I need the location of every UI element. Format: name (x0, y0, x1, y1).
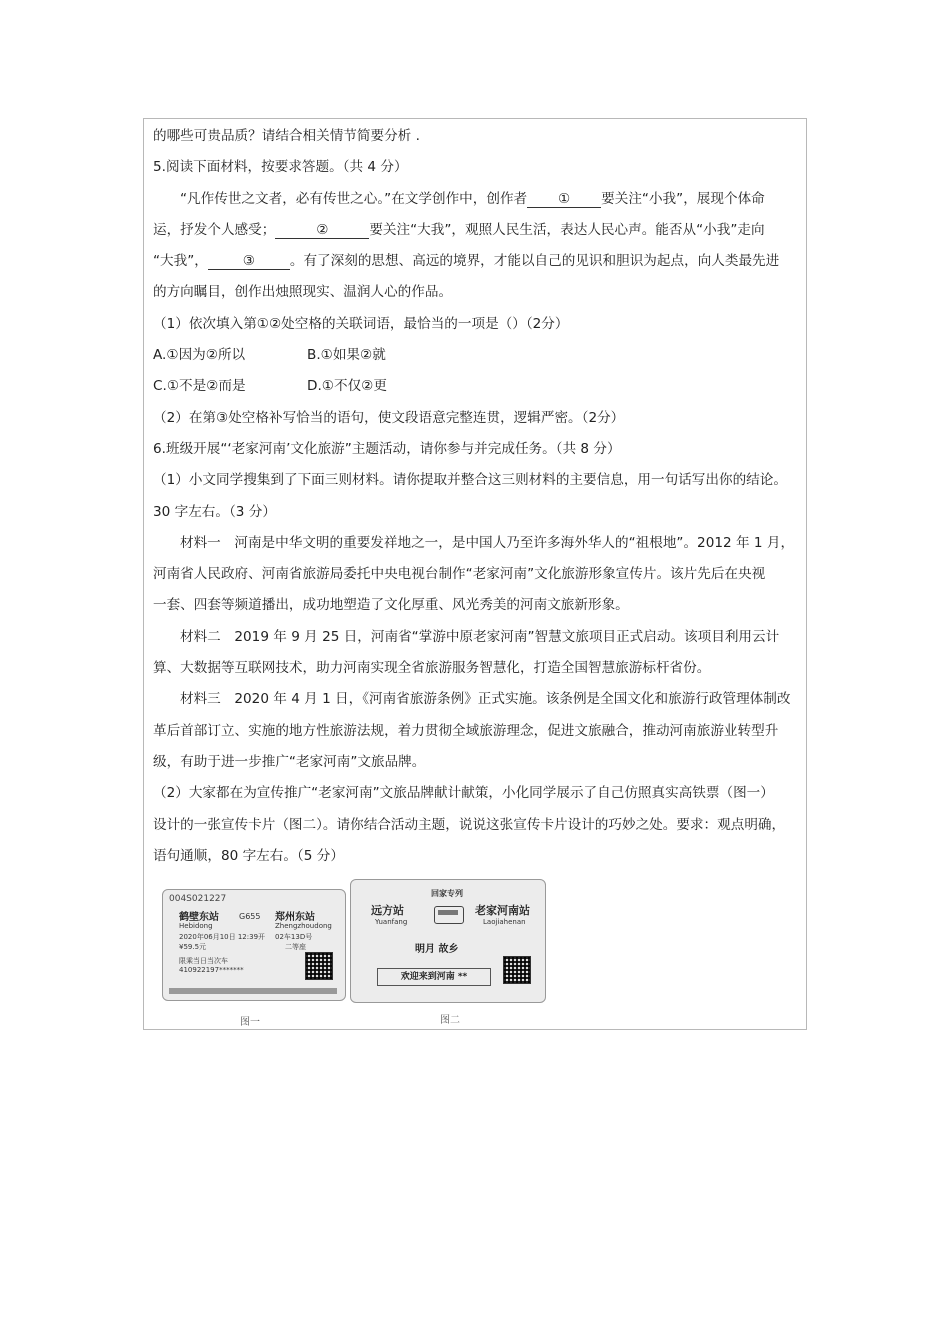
promo-card-figure-2 (350, 879, 546, 1003)
material-2: 材料二 2019 年 9 月 25 日，河南省“掌游中原老家河南”智慧文旅项目正式启动。该项目利用云计 (180, 628, 780, 645)
text-line: 算、大数据等互联网技术，助力河南实现全省旅游服务智慧化，打造全国智慧旅游标杆省份。 (153, 660, 711, 677)
options-row (153, 371, 803, 402)
text-line: 运，抒发个人感受； ② 要关注“大我”，观照人民生活，表达人民心声。能否从“小我”走向 (153, 221, 765, 238)
text-line: 革后首部订立、实施的地方性旅游法规，着力贯彻全域旅游理念，促进文旅融合，推动河南旅游业转型升 (153, 722, 779, 739)
qr-code-icon (305, 952, 333, 980)
ticket-train-number: G655 (239, 912, 261, 921)
option-d[interactable]: D.①不仅②更 (307, 378, 387, 395)
qr-code-icon (503, 956, 531, 984)
train-icon (434, 906, 464, 924)
option-c[interactable]: C.①不是②而是 (153, 378, 246, 395)
text-line: 河南省人民政府、河南省旅游局委托中央电视台制作“老家河南”文化旅游形象宣传片。该片先后在央视 (153, 566, 766, 583)
blank-1[interactable]: ① (527, 191, 601, 208)
option-b[interactable]: B.①如果②就 (307, 347, 386, 364)
text-line: 语句通顺，80 字左右。（5 分） (153, 847, 344, 864)
text-line: 设计的一张宣传卡片（图二）。请你结合活动主题，说说这张宣传卡片设计的巧妙之处。要求：观点明确， (153, 816, 786, 833)
question-5-heading: 5.阅读下面材料，按要求答题。（共 4 分） (153, 159, 408, 176)
train-ticket-figure-1 (162, 889, 346, 1001)
ticket-from-pinyin: Hebidong (179, 922, 213, 930)
ticket-price: ¥59.5元 (179, 943, 207, 951)
figures (158, 877, 558, 1027)
text-line: 的哪些可贵品质？请结合相关情节简要分析 . (153, 128, 420, 144)
ticket-serial: 004S021227 (169, 894, 227, 904)
figure-1-caption: 图一 (240, 1017, 260, 1028)
options-row (153, 340, 803, 371)
card-to-station: 老家河南站 (475, 904, 530, 917)
card-banner: 欢迎来到河南 ** (377, 968, 491, 986)
sub-question: （1）依次填入第①②处空格的关联词语，最恰当的一项是（）（2分） (153, 315, 569, 332)
option-a[interactable]: A.①因为②所以 (153, 347, 246, 364)
question-6-heading: 6.班级开展“‘老家河南’文化旅游”主题活动，请你参与并完成任务。（共 8 分） (153, 440, 621, 457)
sub-question: （2）在第③处空格补写恰当的语句，使文段语意完整连贯，逻辑严密。（2分） (153, 409, 625, 426)
ticket-note: 限乘当日当次车 (179, 957, 228, 965)
card-header: 回家专列 (431, 889, 463, 898)
ticket-from-station: 鹤壁东站 (179, 912, 219, 923)
ticket-datetime: 2020年06月10日 12:39开 (179, 933, 266, 941)
question-frame (143, 118, 807, 1030)
ticket-to-station: 郑州东站 (275, 912, 315, 923)
question-text (153, 121, 803, 872)
blank-3[interactable]: ③ (208, 253, 290, 270)
text-line: 30 字左右。（3 分） (153, 503, 276, 520)
text-line: 一套、四套等频道播出，成功地塑造了文化厚重、风光秀美的河南文旅新形象。 (153, 597, 629, 614)
material-3: 材料三 2020 年 4 月 1 日，《河南省旅游条例》正式实施。该条例是全国文化和旅游行政管理体制改 (180, 691, 791, 708)
ticket-seat: 02车13D号 (275, 933, 313, 941)
card-from-station: 远方站 (371, 904, 404, 917)
card-to-pinyin: Laojiahenan (483, 918, 526, 926)
material-1: 材料一 河南是中华文明的重要发祥地之一，是中国人乃至许多海外华人的“祖根地”。2012 年 1 月， (180, 534, 795, 551)
ticket-to-pinyin: Zhengzhoudong (275, 922, 332, 930)
ticket-barcode-strip (169, 988, 337, 994)
blank-2[interactable]: ② (275, 222, 369, 239)
ticket-class: 二等座 (285, 943, 306, 951)
card-middle-text: 明月 故乡 (415, 944, 459, 955)
ticket-id-number: 410922197******* (179, 966, 244, 974)
text-line: 的方向瞩目，创作出烛照现实、温润人心的作品。 (153, 284, 453, 301)
card-from-pinyin: Yuanfang (375, 918, 408, 926)
sub-question: （2）大家都在为宣传推广“老家河南”文旅品牌献计献策，小化同学展示了自己仿照真实高铁票（图一） (153, 785, 774, 802)
figure-2-caption: 图二 (440, 1015, 460, 1026)
sub-question: （1）小文同学搜集到了下面三则材料。请你提取并整合这三则材料的主要信息，用一句话写出你的结论。 (153, 472, 787, 489)
text-line: “大我”， ③ 。有了深刻的思想、高远的境界，才能以自己的见识和胆识为起点，向人类最先进 (153, 253, 780, 270)
text-line: 级，有助于进一步推广“老家河南”文旅品牌。 (153, 753, 426, 770)
text-line: “凡作传世之文者，必有传世之心。”在文学创作中，创作者 ① 要关注“小我”，展现个体命 (180, 190, 765, 207)
